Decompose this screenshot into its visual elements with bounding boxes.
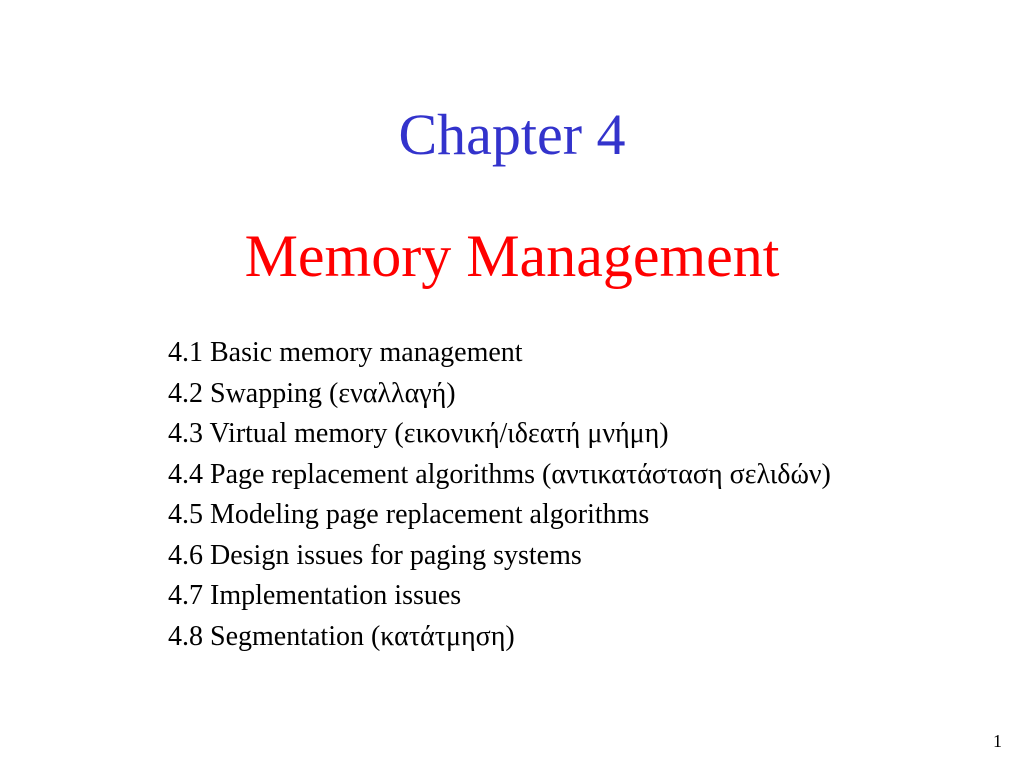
toc-item: 4.2 Swapping (εναλλαγή) xyxy=(168,377,456,409)
toc-item: 4.3 Virtual memory (εικονική/ιδεατή μνήμη) xyxy=(168,418,669,449)
page-number: 1 xyxy=(993,731,1002,751)
chapter-heading: Chapter 4 xyxy=(398,102,626,167)
slide-title: Memory Management xyxy=(244,223,780,289)
toc-item: 4.1 Basic memory management xyxy=(168,337,523,368)
toc-item: 4.8 Segmentation (κατάτμηση) xyxy=(168,620,515,652)
toc-item: 4.6 Design issues for paging systems xyxy=(168,539,582,571)
toc-item: 4.4 Page replacement algorithms (αντικατάσταση σελιδών) xyxy=(168,458,831,490)
table-of-contents xyxy=(168,333,831,657)
toc-item: 4.5 Modeling page replacement algorithms xyxy=(168,499,650,530)
toc-item: 4.7 Implementation issues xyxy=(168,580,462,611)
